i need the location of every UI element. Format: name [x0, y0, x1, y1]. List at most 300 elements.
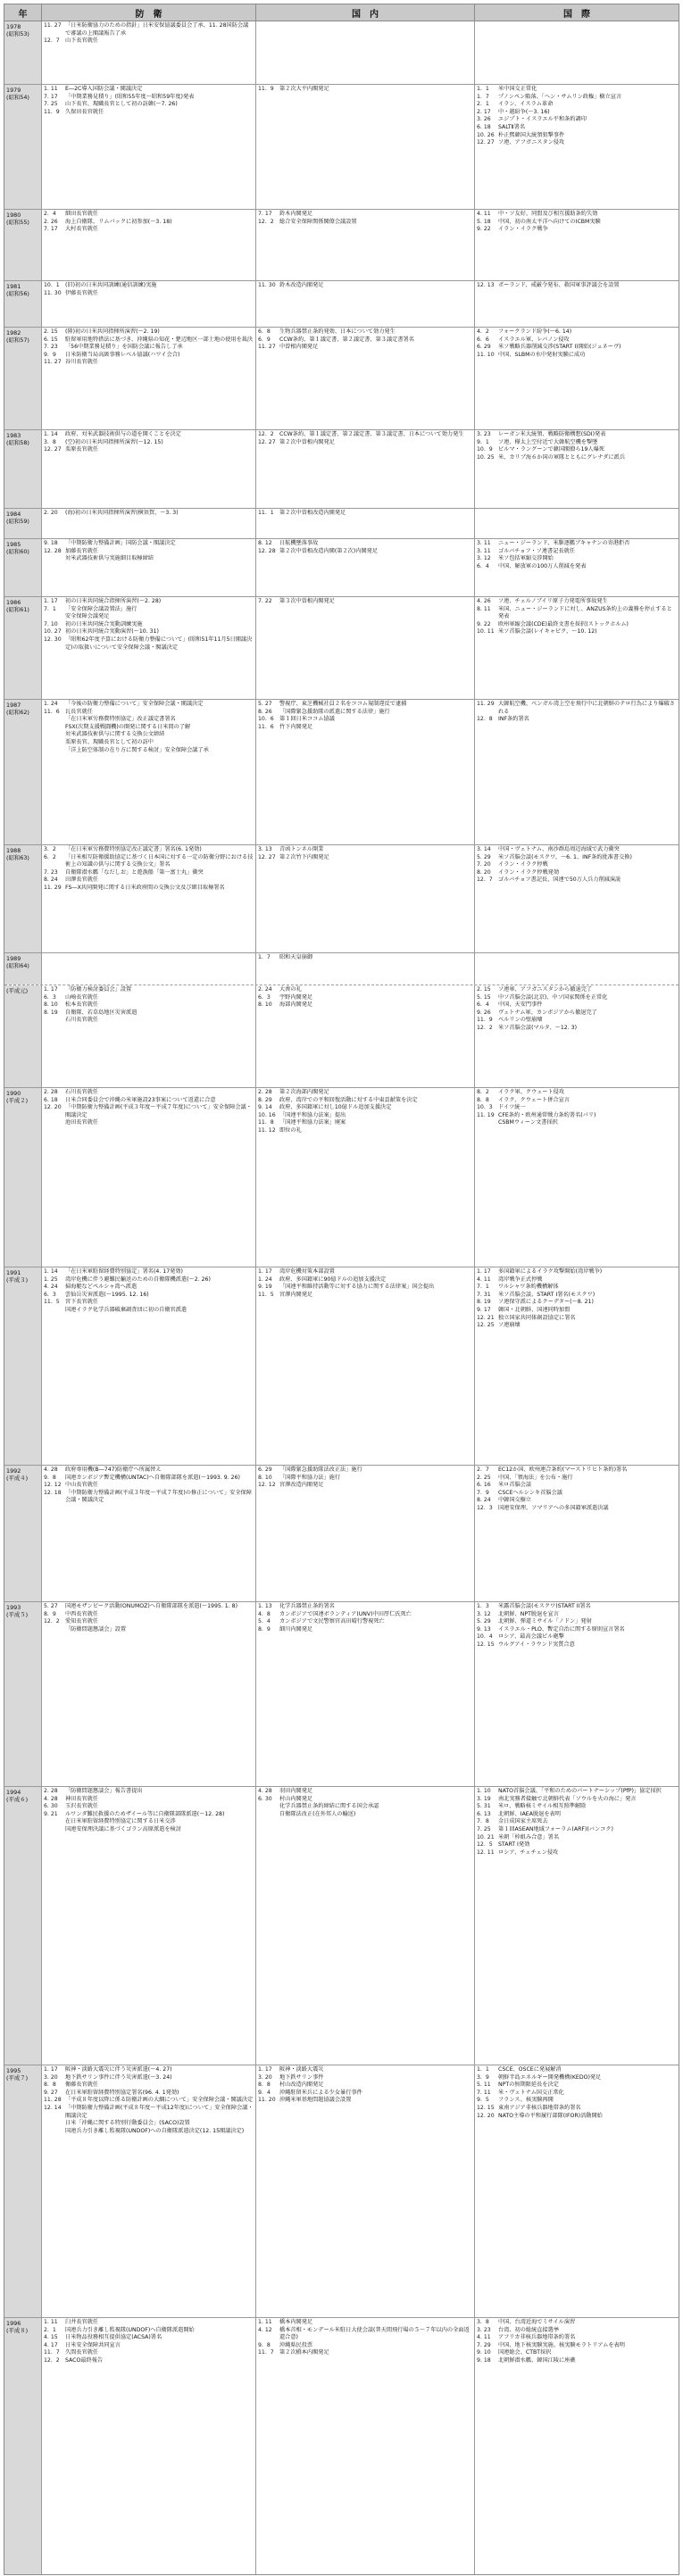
event-entry	[258, 1292, 472, 1300]
event-entry	[44, 2066, 254, 2074]
event-entry	[477, 211, 677, 219]
event-text: フォークランド紛争(～6. 14)	[498, 328, 572, 335]
event-entry	[477, 2334, 677, 2342]
event-date: 6. 3	[44, 993, 56, 1001]
event-text: 総合安全保障関係閣僚会議設置	[279, 218, 357, 225]
event-text: 政府、湾岸での平和回復活動に対する中東貢献策を決定	[279, 1096, 418, 1103]
event-date	[44, 1119, 65, 1127]
header-defense: 防 衛	[42, 4, 256, 21]
event-text: 米朝「枠組み合意」署名	[498, 1833, 560, 1841]
event-entry	[477, 563, 677, 571]
defense-cell	[42, 1602, 256, 1786]
event-text: INF条約署名	[498, 716, 529, 723]
event-entry	[44, 2128, 254, 2136]
event-date: 3. 8	[477, 2319, 489, 2325]
event-text: CSBMウィーン文書採択	[498, 1119, 558, 1126]
event-entry	[477, 1467, 677, 1475]
event-text: 第２次橋本内閣発足	[279, 2349, 329, 2356]
event-text: 第１回日米ココム協議	[279, 716, 335, 723]
event-entry	[258, 2319, 472, 2327]
event-date: 6. 4	[477, 1001, 489, 1009]
event-date: 12. 20	[44, 1104, 62, 1111]
event-text: ウルグアイ・ラウンド実質合意	[498, 1641, 575, 1648]
event-date	[44, 716, 65, 724]
event-text: 生物兵器禁止条約発効、日本について効力発生	[279, 328, 396, 335]
event-entry	[477, 877, 677, 885]
event-entry	[44, 282, 254, 290]
event-date: 7. 1	[44, 605, 56, 612]
event-date: 11. 10	[477, 351, 495, 358]
event-text: 朝鮮半島エネルギー開発機構(KEDO)発足	[498, 2073, 602, 2081]
event-date: 7. 8	[477, 1818, 489, 1825]
event-date: 8. 8	[44, 2082, 56, 2089]
event-date	[44, 1826, 65, 1834]
event-date: 11. 9	[44, 108, 60, 115]
event-text: 中・ソ友好、同盟及び相互援助条約失効	[498, 211, 598, 217]
event-date: 8. 11	[477, 605, 491, 612]
event-text: ソ連、チェルノブイリ原子力発電所事故発生	[498, 598, 608, 604]
domestic-cell	[256, 21, 475, 84]
year-cell	[4, 539, 42, 596]
year-number: 1984	[6, 511, 21, 518]
year-cell	[4, 1267, 42, 1465]
year-number: 1992	[6, 1467, 21, 1475]
event-entry	[258, 1482, 472, 1490]
era-name: (昭和63)	[6, 854, 29, 861]
event-text: ソ連保守派によるクーデター(～8. 21)	[498, 1299, 594, 1306]
defense-cell	[42, 85, 256, 209]
event-text: 米中国交正常化	[498, 86, 537, 92]
event-text: 北朝鮮、IAEA脱退を表明	[498, 1810, 561, 1817]
table-row	[4, 700, 679, 845]
event-date	[44, 731, 65, 739]
event-date: 8. 12	[258, 540, 272, 546]
event-entry	[477, 1268, 677, 1276]
event-date: 2. 26	[44, 218, 58, 225]
event-entry	[477, 2327, 677, 2335]
year-number: 1995	[6, 2067, 21, 2074]
event-date: 1. 24	[258, 1276, 272, 1283]
event-entry	[44, 598, 254, 606]
event-entry	[44, 1803, 254, 1811]
event-entry	[477, 1497, 677, 1505]
event-text: 対米武器技術供与実施細目取極締結	[65, 555, 154, 562]
event-date: 10. 9	[477, 446, 493, 453]
event-entry	[477, 1611, 677, 1619]
event-text: 「中期防衛力整備計画(平成８年度～平成12年度)について」安全保障会議・閣議決定	[65, 2104, 254, 2119]
event-entry	[44, 2327, 254, 2335]
event-date	[44, 747, 65, 755]
era-name: (平成４)	[6, 1475, 29, 1482]
event-date: 9. 10	[477, 2349, 491, 2356]
event-text: 臼井長官就任	[65, 2319, 99, 2325]
year-number: 1982	[6, 329, 21, 337]
international-cell	[475, 953, 679, 985]
event-entry	[477, 116, 677, 124]
defense-cell	[42, 985, 256, 1087]
event-date: 5. 4	[258, 1618, 271, 1625]
event-text: 昭和天皇崩御	[279, 954, 313, 960]
event-text: 「日米相互防衛援助協定に基づく日本国に対する一定の防衛分野における技術上の知識の供与に関する交換公文」署名	[65, 853, 254, 868]
event-entry	[44, 290, 254, 298]
event-entry	[44, 2319, 254, 2327]
table-row	[4, 281, 679, 328]
domestic-cell	[256, 210, 475, 280]
event-entry	[477, 2349, 677, 2357]
event-text: 「国連平和協力法案」提出	[279, 1111, 346, 1118]
event-text: イスラエル・PLO、暫定自治に関する原則宣言署名	[498, 1625, 625, 1633]
event-text: 中韓国交樹立	[498, 1497, 532, 1504]
year-number: 1989	[6, 955, 21, 962]
event-text: 谷川長官就任	[65, 359, 99, 366]
event-text: 瓦長官就任	[65, 708, 93, 715]
event-entry	[44, 555, 254, 563]
event-text: NATO主導の平和履行部隊(IFOR)活動開始	[498, 2112, 603, 2119]
era-name: (昭和54)	[6, 94, 29, 101]
event-date: 3. 11	[477, 540, 491, 546]
defense-cell	[42, 1787, 256, 2065]
event-date: 12. 13	[477, 282, 495, 288]
event-date: 7. 10	[44, 620, 58, 627]
event-date: 8. 24	[44, 877, 58, 884]
event-date: 2. 15	[44, 328, 58, 335]
event-entry	[258, 994, 472, 1002]
event-date: 1. 7	[477, 93, 489, 100]
event-entry	[44, 431, 254, 439]
event-text: 南北実務者接触で北朝鮮代表「ソウルを火の海に」発言	[498, 1795, 637, 1802]
event-date: 3. 12	[477, 1610, 491, 1617]
event-text: 山下長官就任	[65, 37, 99, 45]
event-text: 米ロ首脳会談	[498, 1482, 532, 1489]
event-date: 11. 29	[477, 701, 495, 707]
event-date: 4. 11	[477, 211, 491, 217]
event-text: NATO首脳会議、「平和のためのパートナーシップ(PfP)」協定採択	[498, 1788, 662, 1794]
event-date: 9. 27	[44, 2089, 58, 2096]
event-text: 湾岸戦争正式停戦	[498, 1276, 543, 1283]
event-text: 米、カリブ海６か国の軍隊とともにグレナダに派兵	[498, 453, 626, 461]
event-entry	[258, 716, 472, 724]
event-date: 9. 13	[477, 1625, 491, 1633]
event-text: CFE条約・欧州通常戦力条約署名(パリ)	[498, 1111, 596, 1118]
event-entry	[477, 628, 677, 636]
event-text: ソ連崩壊	[498, 1322, 521, 1329]
event-text: 池田長官就任	[65, 1119, 99, 1126]
event-date: 7. 29	[477, 2341, 491, 2348]
year-number: 1981	[6, 283, 21, 290]
event-entry	[44, 1482, 254, 1490]
event-entry	[477, 1849, 677, 1857]
event-date: 2. 15	[477, 986, 491, 993]
era-name: (昭和55)	[6, 219, 29, 226]
domestic-cell	[256, 328, 475, 429]
defense-cell	[42, 2318, 256, 2574]
international-cell	[475, 597, 679, 699]
event-date: 6. 3	[258, 993, 271, 1001]
event-entry	[477, 337, 677, 345]
defense-cell	[42, 539, 256, 596]
event-date: 5. 15	[477, 993, 491, 1001]
event-text: 「中期防衛力整備計画(平成３年度～平成７年度)について」安全保障会議・閣議決定	[65, 1104, 252, 1118]
era-name: (昭和64)	[6, 962, 29, 969]
event-text: 地下鉄サリン事件に伴う災害派遣(～3. 24)	[65, 2073, 172, 2081]
event-date: 12. 27	[477, 139, 495, 146]
domestic-cell	[256, 845, 475, 952]
era-name: (昭和56)	[6, 290, 29, 297]
event-date: 1. 14	[44, 431, 58, 437]
event-entry	[44, 2334, 254, 2342]
event-date: 10. 16	[258, 1111, 276, 1118]
event-date: 8. 19	[477, 1299, 491, 1306]
event-text: 大喪の礼	[279, 986, 302, 993]
event-entry	[477, 2319, 677, 2327]
event-entry	[258, 1001, 472, 1010]
event-date: 1. 17	[477, 1268, 491, 1275]
event-date: 9. 22	[477, 620, 491, 627]
event-text: イラン・イラク戦争	[498, 226, 548, 233]
event-date: 7. 23	[44, 344, 58, 351]
event-text: 国連安保理決議に基づくゴラン高原派遣を検討	[65, 1825, 181, 1832]
event-entry	[44, 1119, 254, 1127]
defense-cell	[42, 21, 256, 84]
event-date: 6. 29	[477, 344, 491, 351]
defense-cell	[42, 845, 256, 952]
event-entry	[258, 709, 472, 717]
event-entry	[258, 1475, 472, 1483]
event-text: 初の日米共同統合指揮所演習(～2. 28)	[65, 598, 162, 604]
era-name: (昭和62)	[6, 709, 29, 716]
event-text: 国連総会、CTBT採択	[498, 2349, 552, 2356]
event-date: 11. 19	[477, 1111, 495, 1118]
year-cell	[4, 597, 42, 699]
event-entry	[477, 2097, 677, 2105]
event-entry	[44, 701, 254, 709]
event-text: カンボジアで国連ボランティア(UNV)中田厚仁氏死亡	[279, 1610, 412, 1617]
event-date: 12. 12	[44, 1482, 62, 1489]
event-date: 2. 4	[44, 211, 56, 217]
year-number: 1983	[6, 432, 21, 439]
event-entry	[258, 2097, 472, 2105]
event-text: 宮澤内閣発足	[279, 1291, 313, 1298]
event-text: ソ連、樺太上空付近で大韓航空機を撃墜	[498, 438, 598, 445]
event-entry	[44, 1017, 254, 1025]
event-date: 5. 11	[477, 2082, 491, 2089]
event-entry	[477, 1633, 677, 1641]
event-date: 5. 27	[44, 1603, 58, 1609]
event-date: 9. 9	[44, 351, 56, 358]
event-date: 6. 2	[44, 853, 56, 860]
event-entry	[477, 606, 677, 621]
event-text: 台湾、初の総統直接選挙	[498, 2326, 560, 2333]
event-date: 11. 9	[258, 86, 274, 92]
year-number: 1985	[6, 541, 21, 548]
event-text: 米ソ首脳会談(マルタ、～12. 3)	[498, 1024, 578, 1031]
event-date: 6. 13	[477, 1810, 491, 1817]
event-date: 9. 22	[477, 226, 491, 233]
domestic-cell	[256, 1088, 475, 1267]
event-date: 7. 25	[44, 101, 58, 108]
event-entry	[477, 846, 677, 854]
event-entry	[477, 124, 677, 132]
event-entry	[477, 1276, 677, 1284]
event-entry	[44, 2097, 254, 2105]
event-text: 地下鉄サリン事件	[279, 2073, 324, 2081]
event-text: 沖縄県民投票	[279, 2341, 313, 2348]
table-row	[4, 509, 679, 539]
event-date: 12. 20	[477, 2112, 495, 2119]
event-entry	[258, 1284, 472, 1292]
table-row	[4, 953, 679, 985]
event-date: 1. 11	[44, 2319, 58, 2325]
event-entry	[44, 716, 254, 724]
domestic-cell	[256, 597, 475, 699]
event-entry	[44, 540, 254, 548]
event-text: フランス、核実験再開	[498, 2097, 554, 2104]
year-cell	[4, 700, 42, 844]
year-cell	[4, 2318, 42, 2574]
event-text: ヴェトナム軍、カンボジアから撤退完了	[498, 1009, 597, 1016]
era-name: (昭和53)	[6, 30, 29, 37]
event-text: 駐留軍用地特措法に基づき、沖縄県の知花・楚辺地区一部土地の使用を裁決	[65, 336, 254, 343]
era-name: (平成元)	[6, 987, 29, 994]
event-date: 12. 27	[44, 446, 62, 453]
event-text: 北朝鮮、弾道ミサイル「ノドン」発射	[498, 1618, 592, 1625]
era-name: (昭和60)	[6, 548, 29, 555]
event-text: 欧州軍縮会議(CDE)最終文書を採択(ストックホルム)	[498, 620, 629, 627]
year-cell	[4, 328, 42, 429]
table-row	[4, 1787, 679, 2065]
event-entry	[477, 1299, 677, 1307]
event-date: 11. 7	[258, 2349, 274, 2356]
event-entry	[44, 1097, 254, 1105]
event-date: 2. 17	[477, 108, 491, 115]
event-date: 10. 25	[477, 453, 495, 461]
year-number: 1987	[6, 702, 21, 709]
international-cell	[475, 1267, 679, 1465]
event-entry	[258, 2349, 472, 2357]
event-text: 米ソ包括軍縮交渉開始	[498, 555, 554, 562]
event-text: 「在日米軍駐留経費特別協定」署名(4. 17発効)	[65, 1268, 183, 1275]
event-entry	[44, 337, 254, 345]
event-date: 11. 12	[258, 1126, 276, 1134]
event-text: 愛知長官就任	[65, 1618, 99, 1625]
international-cell	[475, 985, 679, 1087]
era-name: (昭和59)	[6, 518, 29, 525]
event-text: 日米防衛当局高級事務レベル協議(ハワイ会合)	[65, 351, 180, 358]
event-date: 7. 11	[477, 2089, 491, 2096]
event-date: 7. 9	[477, 1489, 489, 1496]
domestic-cell	[256, 1267, 475, 1465]
event-date: 12. 27	[258, 438, 276, 445]
event-entry	[258, 1618, 472, 1626]
event-date: 11. 6	[258, 723, 274, 730]
event-text: SALTⅡ署名	[498, 123, 526, 130]
event-date: 4. 26	[477, 598, 491, 604]
event-date: 12. 15	[477, 1641, 495, 1648]
event-entry	[44, 2357, 254, 2365]
event-entry	[44, 885, 254, 893]
event-entry	[477, 1841, 677, 1849]
event-text: 「国連平和協力法案」廃案	[279, 1119, 346, 1126]
table-row	[4, 1602, 679, 1787]
international-cell	[475, 845, 679, 952]
domestic-cell	[256, 1466, 475, 1601]
event-entry	[44, 1284, 254, 1292]
event-text: 湾岸危機に伴う避難民輸送のための自衛隊機派遣(～2. 26)	[65, 1276, 211, 1283]
chronology-table	[4, 4, 679, 2575]
event-text: 「国際緊急援助隊法改正法」施行	[279, 1467, 362, 1473]
event-date: 12. 18	[44, 1489, 62, 1496]
event-text: 沖縄米軍基地問題協議会設置	[279, 2097, 352, 2104]
event-entry	[477, 1826, 677, 1834]
year-number: 1991	[6, 1269, 21, 1276]
event-entry	[258, 211, 472, 219]
event-entry	[477, 716, 677, 724]
event-entry	[44, 101, 254, 109]
event-date: 1. 17	[44, 986, 58, 993]
defense-cell	[42, 210, 256, 280]
event-date: 4. 17	[44, 2341, 58, 2348]
domestic-cell	[256, 85, 475, 209]
event-entry	[44, 1268, 254, 1276]
event-date: 1. 7	[258, 954, 271, 960]
domestic-cell	[256, 953, 475, 985]
event-text: イラン、イスラム革命	[498, 101, 554, 108]
event-date: 2. 1	[477, 101, 489, 108]
event-entry	[258, 986, 472, 994]
event-text: 「56中期業務見積り」を国防会議に報告し了承	[65, 344, 183, 351]
event-entry	[44, 1611, 254, 1619]
event-date: 3. 12	[477, 555, 491, 562]
event-date: 10. 3	[477, 1104, 493, 1111]
event-text: ポーランド、戒厳令発布、救国軍事評議会を設置	[498, 282, 620, 288]
event-text: 第２次竹下内閣発足	[279, 853, 329, 860]
event-entry	[477, 2113, 677, 2121]
event-text: E―2C導入国防会議・閣議決定	[65, 86, 143, 92]
event-entry	[477, 282, 677, 290]
era-name: (平成８)	[6, 2327, 29, 2334]
event-date: 8. 26	[258, 708, 272, 715]
event-entry	[44, 1826, 254, 1834]
domestic-cell	[256, 1787, 475, 2065]
international-cell	[475, 1602, 679, 1786]
event-text: 第３次中曽根内閣発足	[279, 598, 335, 604]
event-text: ソ連、アフガニスタン侵攻	[498, 139, 565, 146]
event-entry	[477, 86, 677, 94]
event-date: 1. 25	[44, 1276, 58, 1283]
event-entry	[477, 2357, 677, 2365]
event-entry	[477, 598, 677, 606]
event-text: 第２次海部内閣発足	[279, 1089, 329, 1095]
event-date: 3. 9	[477, 2073, 489, 2081]
event-date: 4. 15	[44, 2334, 58, 2341]
event-date: 6. 30	[44, 1803, 58, 1810]
year-number: 1994	[6, 1789, 21, 1796]
event-text: 国連イラク化学兵器破棄調査団に初の自衛官派遣	[65, 1306, 187, 1313]
event-entry	[477, 94, 677, 102]
international-cell	[475, 85, 679, 209]
event-entry	[44, 109, 254, 117]
year-cell	[4, 281, 42, 327]
event-date: 2. 25	[477, 1474, 491, 1481]
event-text: 栗原長官就任	[65, 446, 99, 453]
table-row	[4, 1267, 679, 1466]
event-text: SACO最終報告	[65, 2356, 104, 2364]
event-text: 「安全保障会議設置法」施行	[65, 605, 137, 612]
event-date: 11. 7	[44, 2349, 60, 2356]
defense-cell	[42, 430, 256, 508]
event-entry	[44, 1618, 254, 1626]
event-date: 1. 17	[44, 598, 58, 604]
